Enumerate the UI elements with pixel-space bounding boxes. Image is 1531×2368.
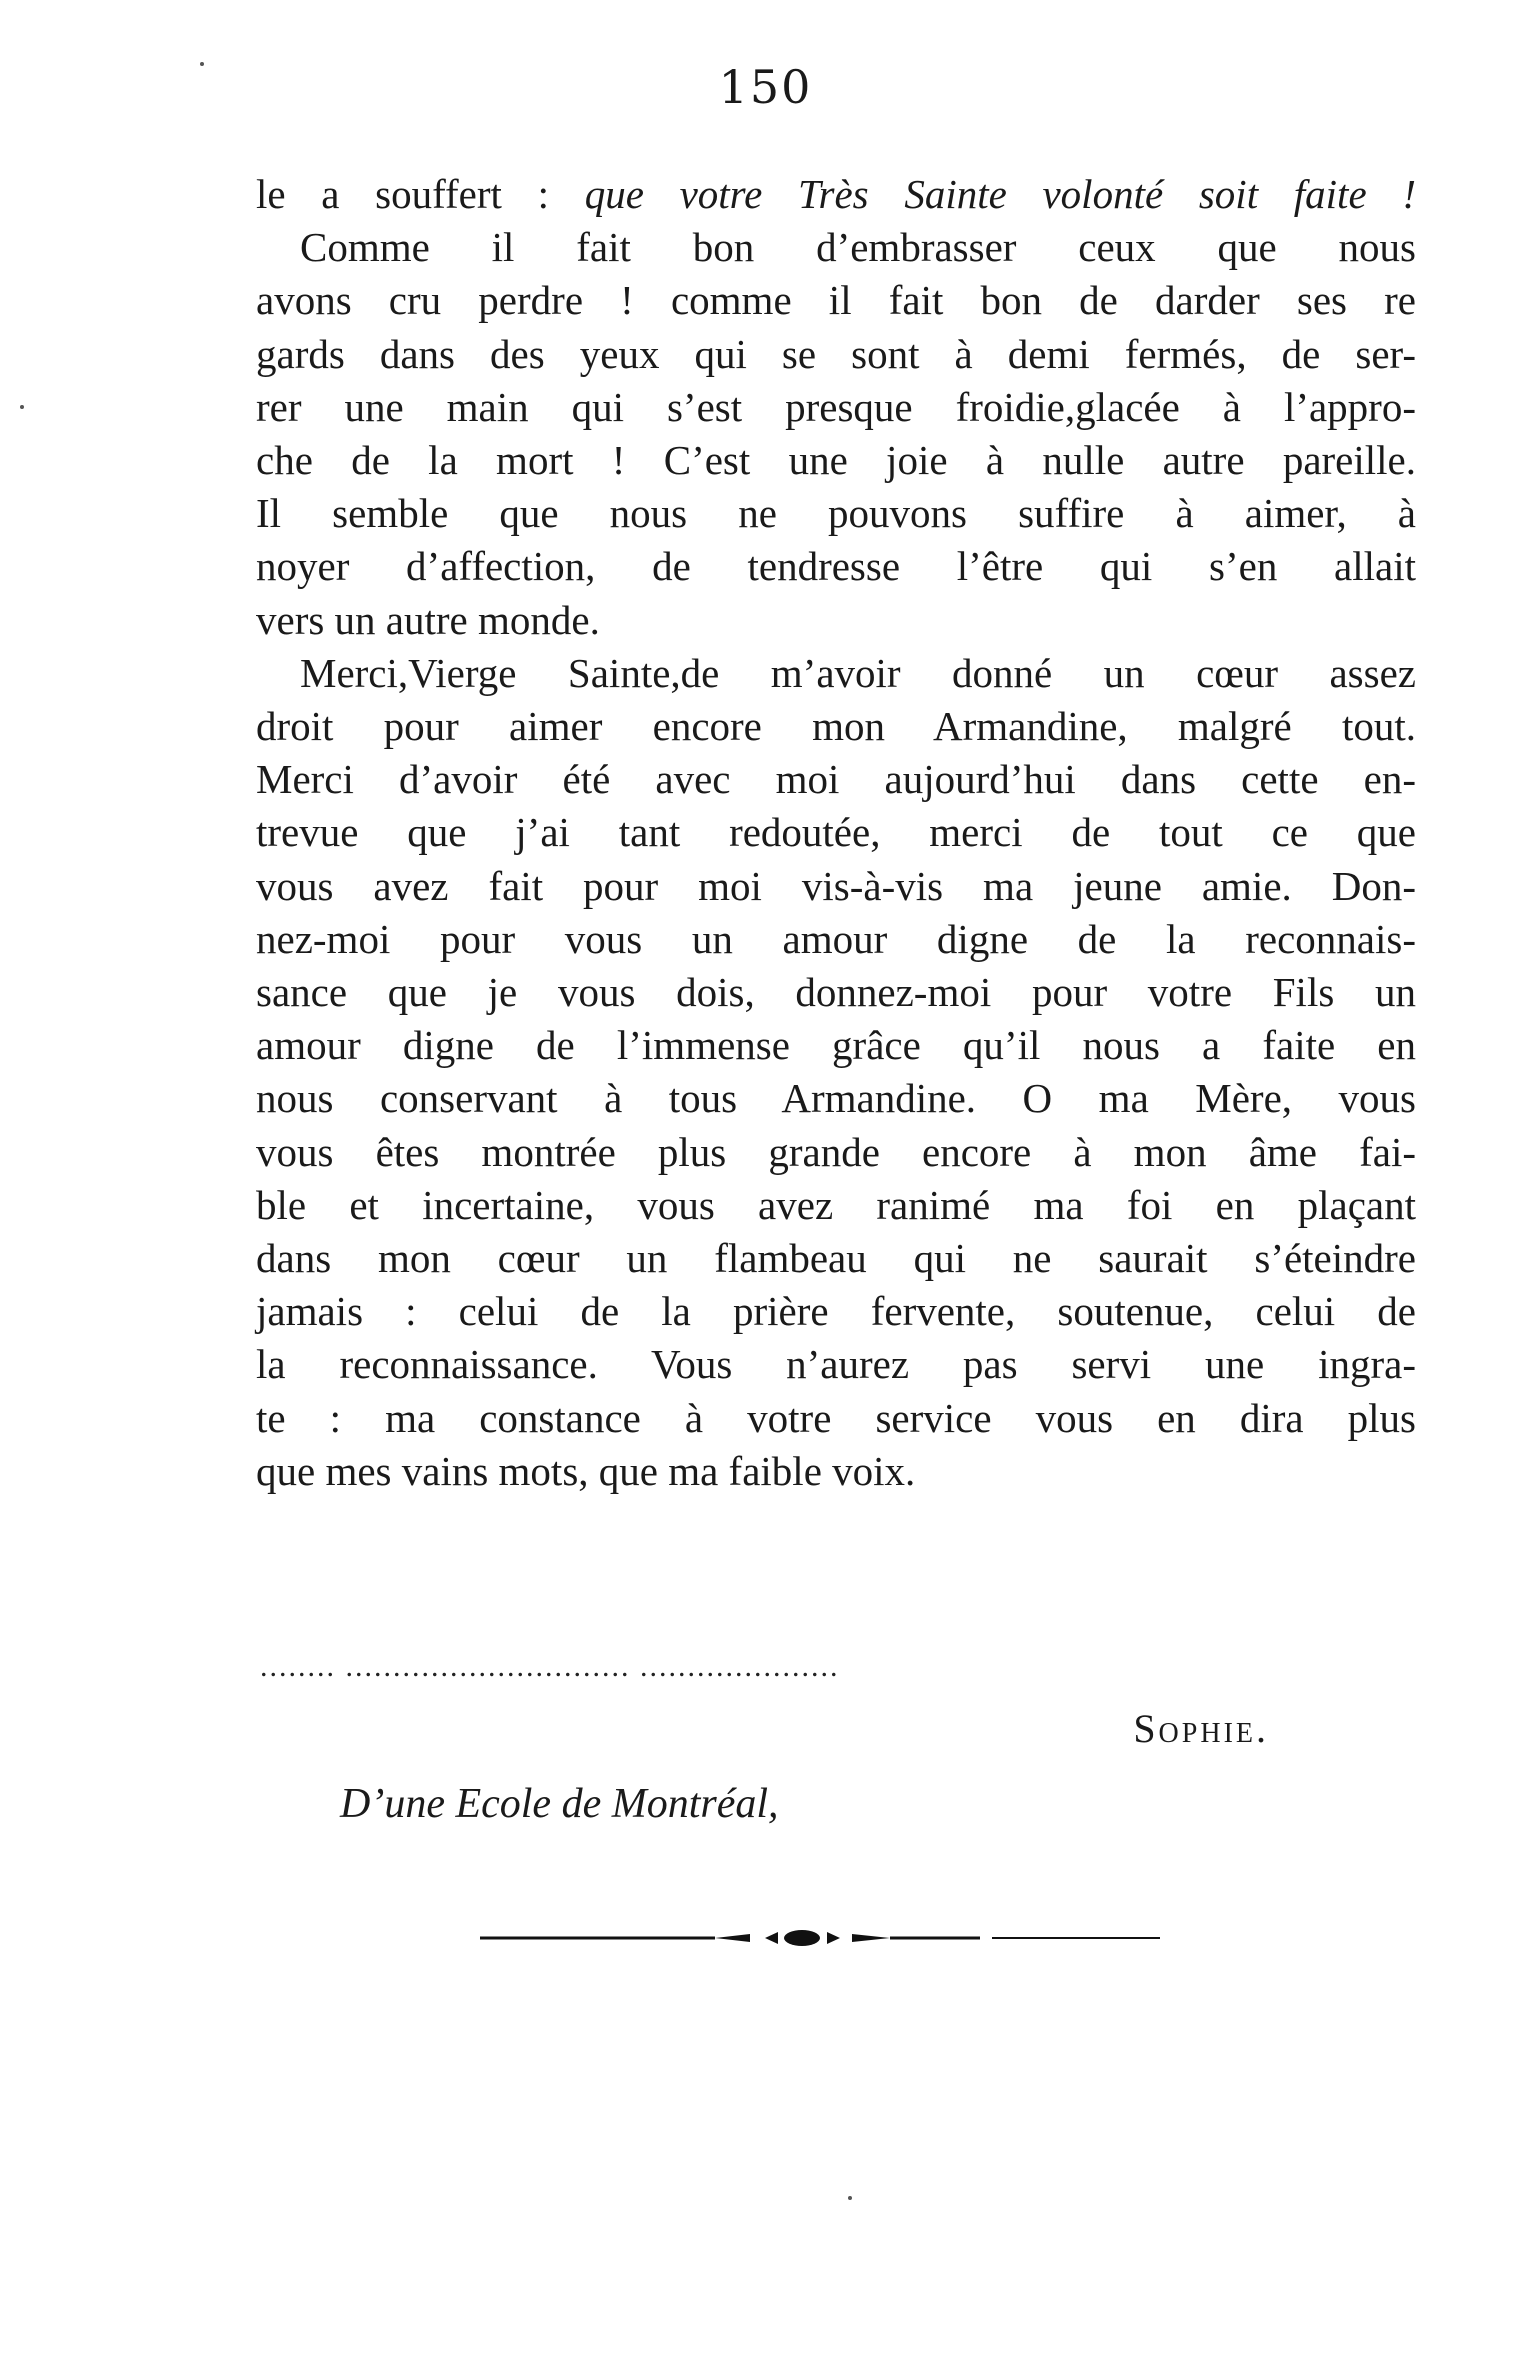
text-line-1-start: le a souffert : bbox=[256, 171, 585, 217]
body-text bbox=[256, 168, 1416, 1498]
signature: Sophie. bbox=[1133, 1706, 1269, 1751]
text-line-25: que mes vains mots, que ma faible voix. bbox=[256, 1447, 916, 1494]
text-line-11: droit pour aimer encore mon Armandine, malgré tout. bbox=[256, 703, 1416, 750]
text-line-13: trevue que j’ai tant redoutée, merci de tout ce que bbox=[256, 809, 1416, 856]
text-line-18: nous conservant à tous Armandine. O ma Mère, vous bbox=[256, 1075, 1416, 1122]
speck-mark bbox=[200, 62, 204, 66]
text-line-22: jamais : celui de la prière fervente, soutenue, celui de bbox=[256, 1288, 1416, 1335]
dotted-separator: ........ .............................. ..................... bbox=[260, 1650, 840, 1683]
text-line-4: gards dans des yeux qui se sont à demi fermés, de ser- bbox=[256, 330, 1416, 377]
text-line-9: vers un autre monde. bbox=[256, 596, 600, 643]
text-line-1-italic: que votre Très Sainte volonté soit faite ! bbox=[584, 171, 1416, 217]
text-line-19: vous êtes montrée plus grande encore à mon âme fai- bbox=[256, 1128, 1416, 1175]
text-line-23: la reconnaissance. Vous n’aurez pas servi une ingra- bbox=[256, 1341, 1416, 1388]
text-line-14: vous avez fait pour moi vis-à-vis ma jeune amie. Don- bbox=[256, 862, 1416, 909]
text-line-16: sance que je vous dois, donnez-moi pour votre Fils un bbox=[256, 969, 1416, 1016]
text-line-7: Il semble que nous ne pouvons suffire à aimer, à bbox=[256, 490, 1416, 537]
text-line-8: noyer d’affection, de tendresse l’être qui s’en allait bbox=[256, 543, 1416, 590]
text-line-21: dans mon cœur un flambeau qui ne saurait s’éteindre bbox=[256, 1235, 1416, 1282]
page-number: 150 bbox=[718, 60, 813, 114]
text-line-1 bbox=[256, 168, 1416, 221]
text-line-15: nez-moi pour vous un amour digne de la reconnais- bbox=[256, 915, 1416, 962]
text-line-3: avons cru perdre ! comme il fait bon de darder ses re bbox=[256, 277, 1416, 324]
speck-mark bbox=[20, 405, 24, 409]
text-line-24: te : ma constance à votre service vous en dira plus bbox=[256, 1394, 1416, 1441]
text-line-2: Comme il fait bon d’embrasser ceux que nous bbox=[300, 224, 1416, 271]
speck-mark bbox=[848, 2196, 852, 2200]
origin-line: D’une Ecole de Montréal, bbox=[340, 1781, 779, 1827]
text-line-12: Merci d’avoir été avec moi aujourd’hui dans cette en- bbox=[256, 756, 1416, 803]
text-line-6: che de la mort ! C’est une joie à nulle autre pareille. bbox=[256, 437, 1416, 484]
text-line-10: Merci,Vierge Sainte,de m’avoir donné un cœur assez bbox=[300, 649, 1416, 696]
text-line-20: ble et incertaine, vous avez ranimé ma foi en plaçant bbox=[256, 1181, 1416, 1228]
text-line-17: amour digne de l’immense grâce qu’il nous a faite en bbox=[256, 1022, 1416, 1069]
ornament-divider bbox=[480, 1923, 1160, 1953]
text-line-5: rer une main qui s’est presque froidie,glacée à l’appro- bbox=[256, 383, 1416, 430]
